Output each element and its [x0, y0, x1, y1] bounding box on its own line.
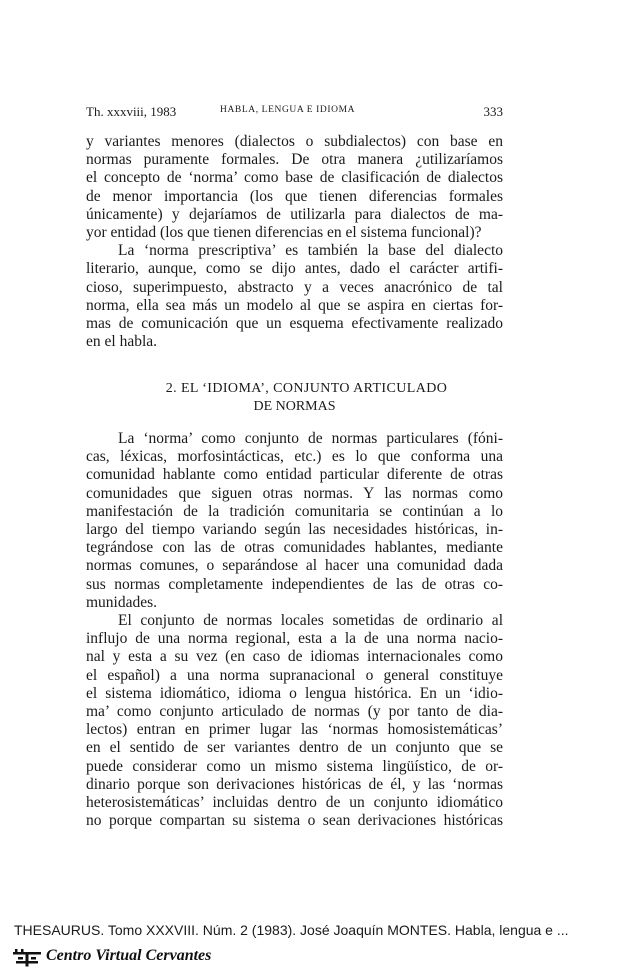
section-heading-line-1: 2. EL ‘IDIOMA’, CONJUNTO ARTICULADO [165, 381, 448, 396]
text-line: mas de comunicación que un esquema efectivamente realizado [86, 315, 503, 333]
section-heading-line-2: DE NORMAS [253, 399, 336, 414]
text-line: cas, léxicas, morfosintácticas, etc.) es lo que conforma una [86, 448, 503, 466]
text-line: sus normas completamente independientes de las de otras co- [86, 575, 503, 593]
text-line: el sistema idiomático, idioma o lengua histórica. En un ‘idio- [86, 684, 503, 702]
text-line: literario, aunque, como se dijo antes, dado el carácter artifi- [86, 260, 503, 278]
text-line: yor entidad (los que tienen diferencias en el sistema funcional)? [86, 224, 482, 242]
running-head-title: HABLA, LENGUA E IDIOMA [220, 105, 356, 115]
text-line: munidades. [86, 593, 158, 611]
section-heading [86, 380, 503, 416]
text-line: El conjunto de normas locales sometidas de ordinario al [118, 612, 503, 630]
text-line: manifestación de la tradición comunitaria se continúan a lo [86, 502, 503, 520]
text-line: heterosistemáticas’ incluidas dentro de un conjunto idiomático [86, 794, 503, 812]
logo-wordmark: Centro Virtual Cervantes [46, 947, 212, 964]
running-head [86, 104, 503, 122]
page-number: 333 [483, 104, 503, 119]
cervantes-logo-icon [12, 949, 42, 967]
text-line: comunidades que siguen otras normas. Y las normas como [86, 484, 503, 502]
paragraph-block-2 [86, 430, 503, 830]
text-line: y variantes menores (dialectos o subdialectos) con base en [86, 133, 503, 150]
text-line: en el habla. [86, 333, 158, 351]
paragraph-block-1 [86, 133, 503, 351]
text-line: puede considerar como un mismo sistema lingüístico, de or- [86, 757, 503, 775]
text-line: dinario porque son derivaciones históricas de él, y las ‘normas [86, 775, 503, 793]
text-line: ma’ como conjunto articulado de normas (y por tanto de dia- [86, 703, 503, 721]
text-line: el concepto de ‘norma’ como base de clasificación de dialectos [86, 169, 503, 187]
text-line: únicamente) y dejaríamos de utilizarla para dialectos de ma- [86, 205, 503, 223]
text-line: norma, ella sea más un modelo al que se aspira en ciertas for- [86, 296, 503, 314]
text-line: tegrándose con las de otras comunidades hablantes, mediante [86, 539, 503, 557]
text-line: el español) a una norma supranacional o general constituye [86, 666, 503, 684]
text-line: lectos) entran en primer lugar las ‘normas homosistemáticas’ [86, 721, 503, 739]
centro-virtual-cervantes-logo[interactable] [12, 946, 272, 970]
text-line: influjo de una norma regional, esta a la de una norma nacio- [86, 630, 503, 648]
text-line: nal y esta a su vez (en caso de idiomas internacionales como [86, 648, 503, 666]
text-line: largo del tiempo variando según las necesidades históricas, in- [86, 521, 503, 539]
text-line: de menor importancia (los que tienen diferencias formales [86, 187, 503, 205]
text-line: cioso, superimpuesto, abstracto y a veces anacrónico de tal [86, 278, 503, 296]
text-line: La ‘norma prescriptiva’ es también la base del dialecto [118, 242, 503, 260]
document-caption-link[interactable]: THESAURUS. Tomo XXXVIII. Núm. 2 (1983). José Joaquín MONTES. Habla, lengua e ... [14, 922, 569, 938]
text-line: normas comunes, o separándose al hacer una comunidad dada [86, 557, 503, 575]
text-line: comunidad hablante como entidad particular diferente de otras [86, 466, 503, 484]
running-head-volume: Th. xxxviii, 1983 [86, 104, 177, 119]
text-line: normas puramente formales. De otra manera ¿utilizaríamos [86, 151, 503, 169]
text-line: La ‘norma’ como conjunto de normas particulares (fóni- [118, 430, 503, 447]
text-line: en el sentido de ser variantes dentro de un conjunto que se [86, 739, 503, 757]
text-line: no porque compartan su sistema o sean derivaciones históricas [86, 812, 503, 830]
